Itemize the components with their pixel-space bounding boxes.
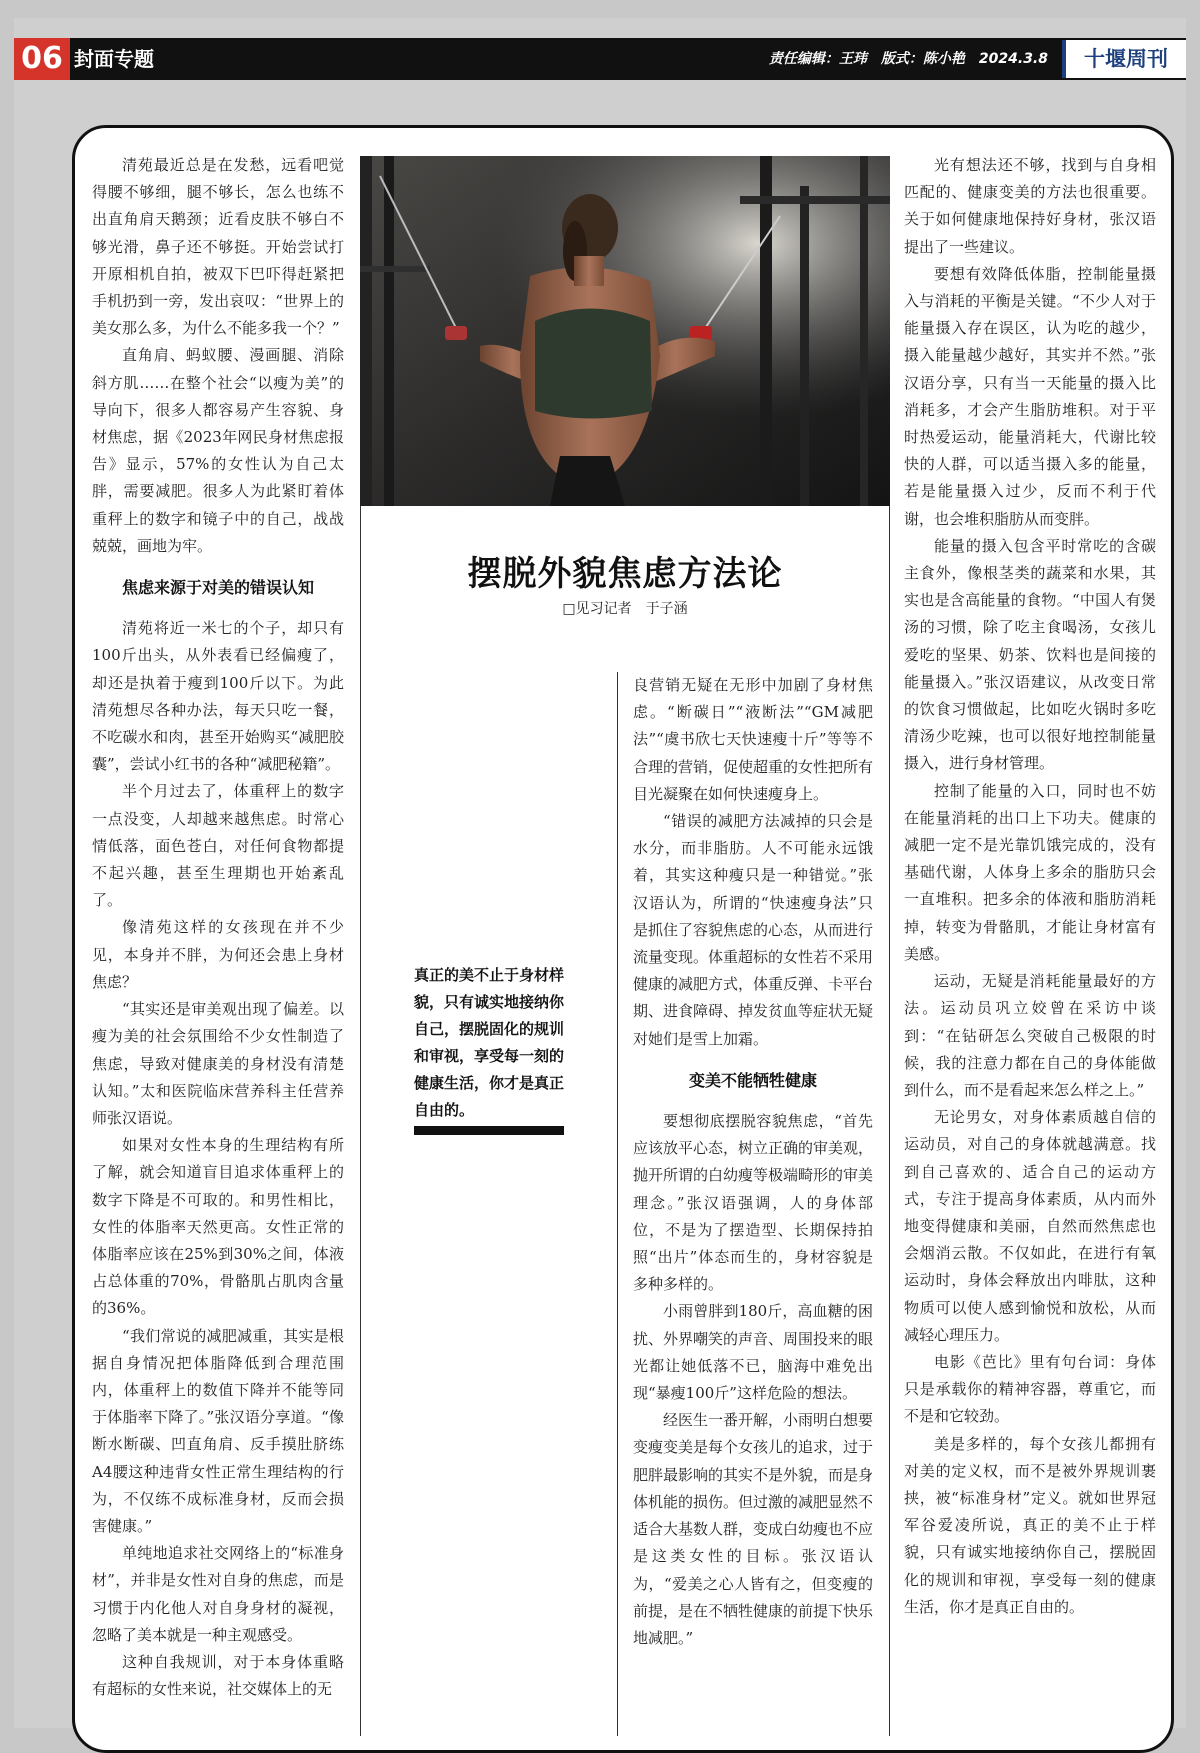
column-divider — [617, 672, 618, 1736]
section-title: 封面专题 — [74, 47, 154, 71]
article-column-3 — [633, 672, 873, 1652]
masthead-logo: 十堰周刊 — [1062, 40, 1186, 78]
paragraph: 运动，无疑是消耗能量最好的方法。运动员巩立姣曾在采访中谈到：“在钻研怎么突破自己极限的时候，我的注意力都在自己的身体能做到什么，而不是看起来怎么样之上。” — [904, 972, 1156, 1099]
subheading: 焦虑来源于对美的错误认知 — [121, 578, 314, 598]
subheading: 变美不能牺牲健康 — [688, 1070, 817, 1090]
paragraph: “其实还是审美观出现了偏差。以瘦为美的社会氛围给不少女性制造了焦虑，导致对健康美的身材没有清楚认知。”太和医院临床营养科主任营养师张汉语说。 — [92, 1000, 344, 1127]
article-column-4 — [904, 152, 1156, 1621]
paragraph: 清苑将近一米七的个子，却只有100斤出头，从外表看已经偏瘦了，却还是执着于瘦到100斤以下。为此清苑想尽各种办法，每天只吃一餐，不吃碳水和肉，甚至开始购买“减肥胶囊”，尝试小红书的各种“减肥秘籍”。 — [92, 619, 344, 774]
pull-quote-bar — [414, 1126, 564, 1135]
paragraph: 控制了能量的入口，同时也不妨在能量消耗的出口上下功夫。健康的减肥一定不是光靠饥饿完成的，没有基础代谢，人体身上多余的脂肪只会一直堆积。把多余的体液和脂肪消耗掉，转变为骨骼肌，才能让身材富有美感。 — [904, 781, 1156, 963]
paragraph: “错误的减肥方法减掉的只会是水分，而非脂肪。人不可能永远饿着，其实这种瘦只是一种错觉。”张汉语认为，所谓的“快速瘦身法”只是抓住了容貌焦虑的心态，从而进行流量变现。体重超标的女性若不采用健康的减肥方式，体重反弹、卡平台期、进食障碍、掉发贫血等症状无疑对她们是雪上加霜。 — [633, 812, 874, 1048]
paragraph: 半个月过去了，体重秤上的数字一点没变，人却越来越焦虑。时常心情低落，面色苍白，对任何食物都提不起兴趣，甚至生理期也开始紊乱了。 — [92, 782, 344, 910]
paragraph: 清苑最近总是在发愁，远看吧觉得腰不够细，腿不够长，怎么也练不出直角肩天鹅颈；近看皮肤不够白不够光滑，鼻子还不够挺。开始尝试打开原相机自拍，被双下巴吓得赶紧把手机扔到一旁，发出哀叹：“世界上的美女那么多，为什么不能多我一个？” — [92, 156, 344, 338]
paragraph: 直角肩、蚂蚁腰、漫画腿、消除斜方肌……在整个社会“以瘦为美”的导向下，很多人都容易产生容貌、身材焦虑，据《2023年网民身材焦虑报告》显示，57%的女性认为自己太胖，需要减肥。很多人为此紧盯着体重秤上的数字和镜子中的自己，战战兢兢，画地为牢。 — [92, 346, 344, 555]
article-column-1 — [92, 152, 344, 1703]
gym-woman-illustration — [360, 156, 890, 506]
paragraph: 无论男女，对身体素质越自信的运动员，对自己的身体就越满意。找到自己喜欢的、适合自己的运动方式，专注于提高身体素质，从内而外地变得健康和美丽，自然而然焦虑也会烟消云散。不仅如此，在进行有氧运动时，身体会释放出内啡肽，这种物质可以使人感到愉悦和放松，从而减轻心理压力。 — [904, 1108, 1156, 1344]
paragraph: 美是多样的，每个女孩儿都拥有对美的定义权，而不是被外界规训裹挟，被“标准身材”定义。就如世界冠军谷爱凌所说，真正的美不止于样貌，只有诚实地接纳你自己，摆脱固化的规训和审视，享受每一刻的健康生活，你才是真正自由的。 — [904, 1434, 1156, 1616]
paragraph: 像清苑这样的女孩现在并不少见，本身并不胖，为何还会患上身材焦虑？ — [92, 918, 344, 991]
paragraph: 要想有效降低体脂，控制能量摄入与消耗的平衡是关键。“不少人对于能量摄入存在误区，认为吃的越少，摄入能量越少越好，其实并不然。”张汉语分享，只有当一天能量的摄入比消耗多，才会产生脂肪堆积。对于平时热爱运动，能量消耗大，代谢比较快的人群，可以适当摄入多的能量，若是能量摄入过少，反而不利于代谢，也会堆积脂肪从而变胖。 — [904, 264, 1156, 528]
paragraph: 电影《芭比》里有句台词：身体只是承载你的精神容器，尊重它，而不是和它较劲。 — [904, 1352, 1156, 1426]
paragraph: 要想彻底摆脱容貌焦虑，“首先应该放平心态，树立正确的审美观，抛开所谓的白幼瘦等极端畸形的审美理念。”张汉语强调，人的身体部位，不是为了摆造型、长期保持拍照“出片”体态而生的，身材容貌是多种多样的。 — [633, 1112, 874, 1294]
pull-quote: 真正的美不止于身材样貌，只有诚实地接纳你自己，摆脱固化的规训和审视，享受每一刻的健康生活，你才是真正自由的。 — [414, 966, 565, 1119]
paragraph: 如果对女性本身的生理结构有所了解，就会知道盲目追求体重秤上的数字下降是不可取的。和男性相比，女性的体脂率天然更高。女性正常的体脂率应该在25%到30%之间，体液占总体重的70%，骨骼肌占肌肉含量的36%。 — [92, 1136, 344, 1318]
paragraph: 经医生一番开解，小雨明白想要变瘦变美是每个女孩儿的追求，过于肥胖最影响的其实不是外貌，而是身体机能的损伤。但过激的减肥显然不适合大基数人群，变成白幼瘦也不应是这类女性的目标。张汉语认为，“爱美之心人皆有之，但变瘦的前提，是在不牺牲健康的前提下快乐地减肥。” — [633, 1411, 874, 1647]
article-byline: □见习记者 于子涵 — [562, 601, 688, 617]
paragraph: 这种自我规训，对于本身体重略有超标的女性来说，社交媒体上的无 — [92, 1652, 344, 1699]
article-headline: 摆脱外貌焦虑方法论 — [467, 554, 783, 594]
page-number: 06 — [14, 38, 70, 80]
paragraph: 光有想法还不够，找到与自身相匹配的、健康变美的方法也很重要。关于如何健康地保持好身材，张汉语提出了一些建议。 — [904, 156, 1156, 256]
paragraph: “我们常说的减肥减重，其实是根据自身情况把体脂降低到合理范围内，体重秤上的数值下降并不能等同于体脂率下降了。”张汉语分享道。“像断水断碳、凹直角肩、反手摸肚脐练A4腰这种违背女性正常生理结构的行为，不仅练不成标准身材，反而会损害健康。” — [92, 1326, 344, 1535]
paragraph: 良营销无疑在无形中加剧了身材焦虑。“断碳日”“液断法”“GM减肥法”“虞书欣七天快速瘦十斤”等等不合理的营销，促使超重的女性把所有目光凝聚在如何快速瘦身上。 — [633, 676, 874, 803]
editor-credits: 责任编辑：王玮 版式：陈小艳 2024.3.8 — [768, 51, 1048, 67]
paragraph: 小雨曾胖到180斤，高血糖的困扰、外界嘲笑的声音、周围投来的眼光都让她低落不已，脑海中难免出现“暴瘦100斤”这样危险的想法。 — [633, 1302, 874, 1403]
paragraph: 能量的摄入包含平时常吃的含碳主食外，像根茎类的蔬菜和水果，其实也是含高能量的食物。“中国人有煲汤的习惯，除了吃主食喝汤，女孩儿爱吃的坚果、奶茶、饮料也是间接的能量摄入。”张汉语建议，从改变日常的饮食习惯做起，比如吃火锅时多吃清汤少吃辣，也可以很好地控制能量摄入，进行身材管理。 — [904, 536, 1156, 773]
article-photo — [360, 156, 890, 506]
paragraph: 单纯地追求社交网络上的“标准身材”，并非是女性对自身的焦虑，而是习惯于内化他人对自身身材的凝视，忽略了美本就是一种主观感受。 — [92, 1544, 344, 1644]
